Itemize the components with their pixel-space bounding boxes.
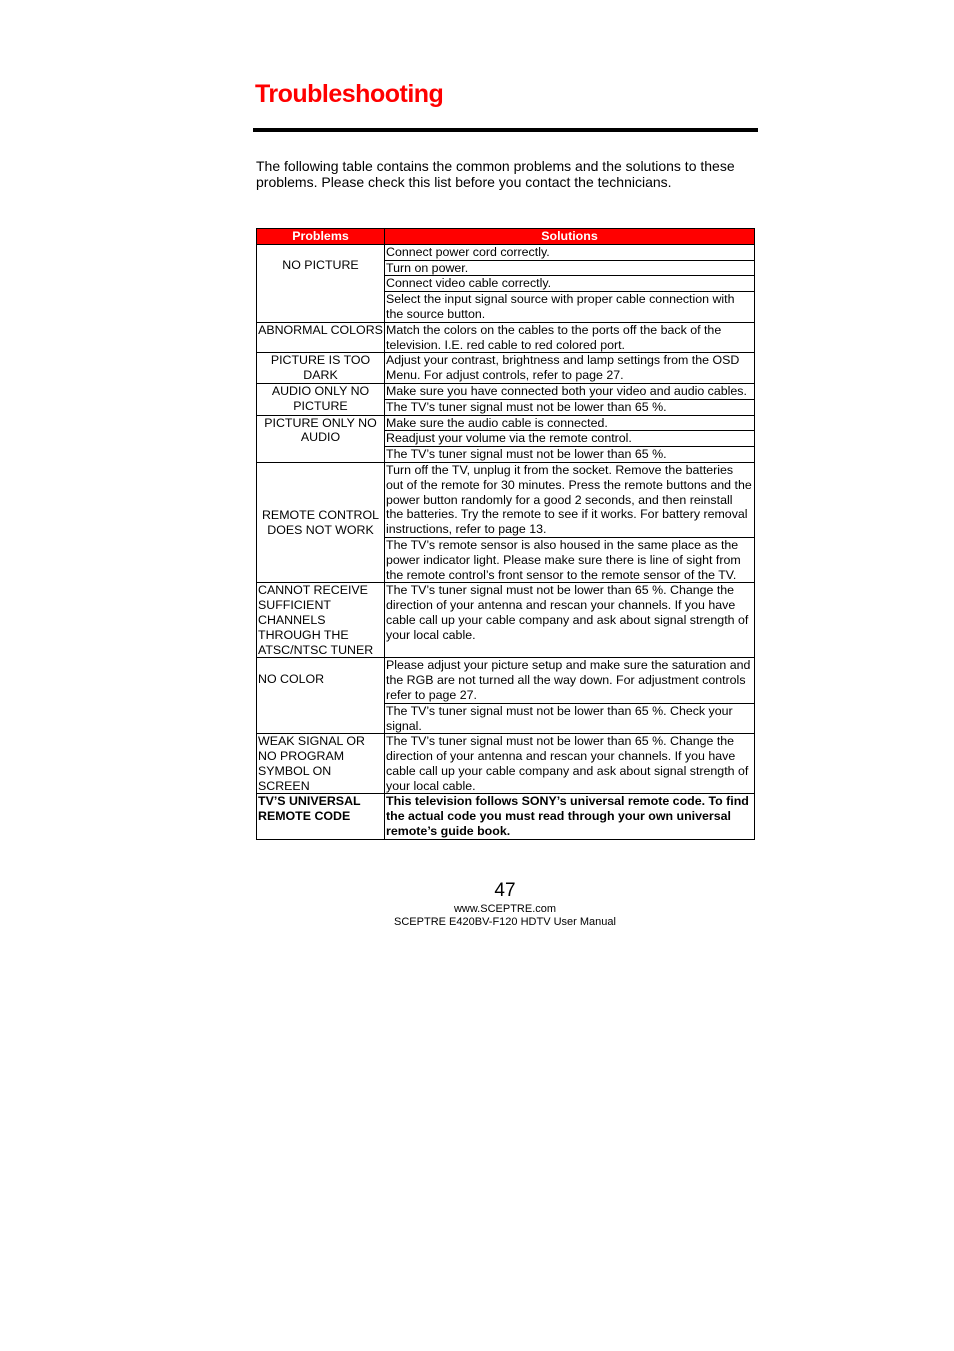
solution-cell: Connect video cable correctly. <box>385 276 755 292</box>
solution-cell: Connect power cord correctly. <box>385 244 755 260</box>
problem-cell: PICTURE IS TOO DARK <box>257 353 385 384</box>
page-number: 47 <box>494 880 516 901</box>
problem-cell: CANNOT RECEIVE SUFFICIENT CHANNELS THROUGH THE ATSC/NTSC TUNER <box>257 583 385 658</box>
table-row <box>257 583 755 658</box>
table-row <box>257 734 755 794</box>
solution-cell: The TV’s tuner signal must not be lower than 65 %. <box>385 399 755 415</box>
solution-cell: The TV’s tuner signal must not be lower than 65 %. Change the direction of your antenna and rescan your channels. If you have cable call up your cable company and ask about signal strength of your local cable. <box>385 734 755 794</box>
problem-cell: WEAK SIGNAL OR NO PROGRAM SYMBOL ON SCREEN <box>257 734 385 794</box>
solution-cell: The TV’s tuner signal must not be lower than 65 %. Change the direction of your antenna and rescan your channels. If you have cable call up your cable company and ask about signal strength of your local cable. <box>385 583 755 658</box>
problem-cell: AUDIO ONLY NO PICTURE <box>257 383 385 415</box>
table-row <box>257 658 755 703</box>
problem-cell: PICTURE ONLY NO AUDIO <box>257 415 385 462</box>
solution-cell: Make sure the audio cable is connected. <box>385 415 755 431</box>
solution-cell: Please adjust your picture setup and make sure the saturation and the RGB are not turned all the way down. For adjustment controls refer to page 27. <box>385 658 755 703</box>
footer-url: www.SCEPTRE.com <box>453 903 557 915</box>
solution-cell: The TV’s tuner signal must not be lower than 65 %. <box>385 447 755 463</box>
solution-cell: This television follows SONY’s universal remote code. To find the actual code you must read through your own universal remote’s guide book. <box>385 794 755 839</box>
troubleshooting-table <box>256 228 755 840</box>
problem-cell: ABNORMAL COLORS <box>257 322 385 353</box>
intro-paragraph: The following table contains the common problems and the solutions to these problems. Please check this list before you contact the technicians. <box>256 158 735 190</box>
solution-cell: Match the colors on the cables to the ports off the back of the television. I.E. red cable to red colored port. <box>385 322 755 353</box>
table-row <box>257 794 755 839</box>
problem-cell: REMOTE CONTROL DOES NOT WORK <box>257 462 385 582</box>
table-row <box>257 244 755 260</box>
solution-cell: Turn on power. <box>385 260 755 276</box>
table-header-row <box>257 229 755 245</box>
header-problems: Problems <box>257 229 385 245</box>
solution-cell: Make sure you have connected both your video and audio cables. <box>385 383 755 399</box>
table-row <box>257 353 755 384</box>
solution-cell: Readjust your volume via the remote control. <box>385 431 755 447</box>
table-row <box>257 462 755 537</box>
table-row <box>257 322 755 353</box>
problem-cell: NO COLOR <box>257 658 385 734</box>
solution-cell: Select the input signal source with proper cable connection with the source button. <box>385 292 755 323</box>
solution-cell: The TV’s tuner signal must not be lower than 65 %. Check your signal. <box>385 703 755 734</box>
problem-cell: TV’S UNIVERSAL REMOTE CODE <box>257 794 385 839</box>
table-row <box>257 383 755 399</box>
solution-cell: The TV’s remote sensor is also housed in the same place as the power indicator light. Please make sure there is line of sight from the remote control’s front sensor to the remote sensor of the TV. <box>385 537 755 582</box>
footer-manual-title: SCEPTRE E420BV-F120 HDTV User Manual <box>394 916 616 928</box>
page-title: Troubleshooting <box>255 80 444 108</box>
solution-cell: Adjust your contrast, brightness and lamp settings from the OSD Menu. For adjust controls, refer to page 27. <box>385 353 755 384</box>
title-rule <box>253 128 758 132</box>
solution-cell: Turn off the TV, unplug it from the socket. Remove the batteries out of the remote for 30 minutes. Press the remote buttons and the power button randomly for a good 2 seconds, and then reinstall the batteries. Try the remote to see if it works. For battery removal instructions, refer to page 13. <box>385 462 755 537</box>
table-row <box>257 415 755 431</box>
problem-cell: NO PICTURE <box>257 244 385 322</box>
header-solutions: Solutions <box>385 229 755 245</box>
